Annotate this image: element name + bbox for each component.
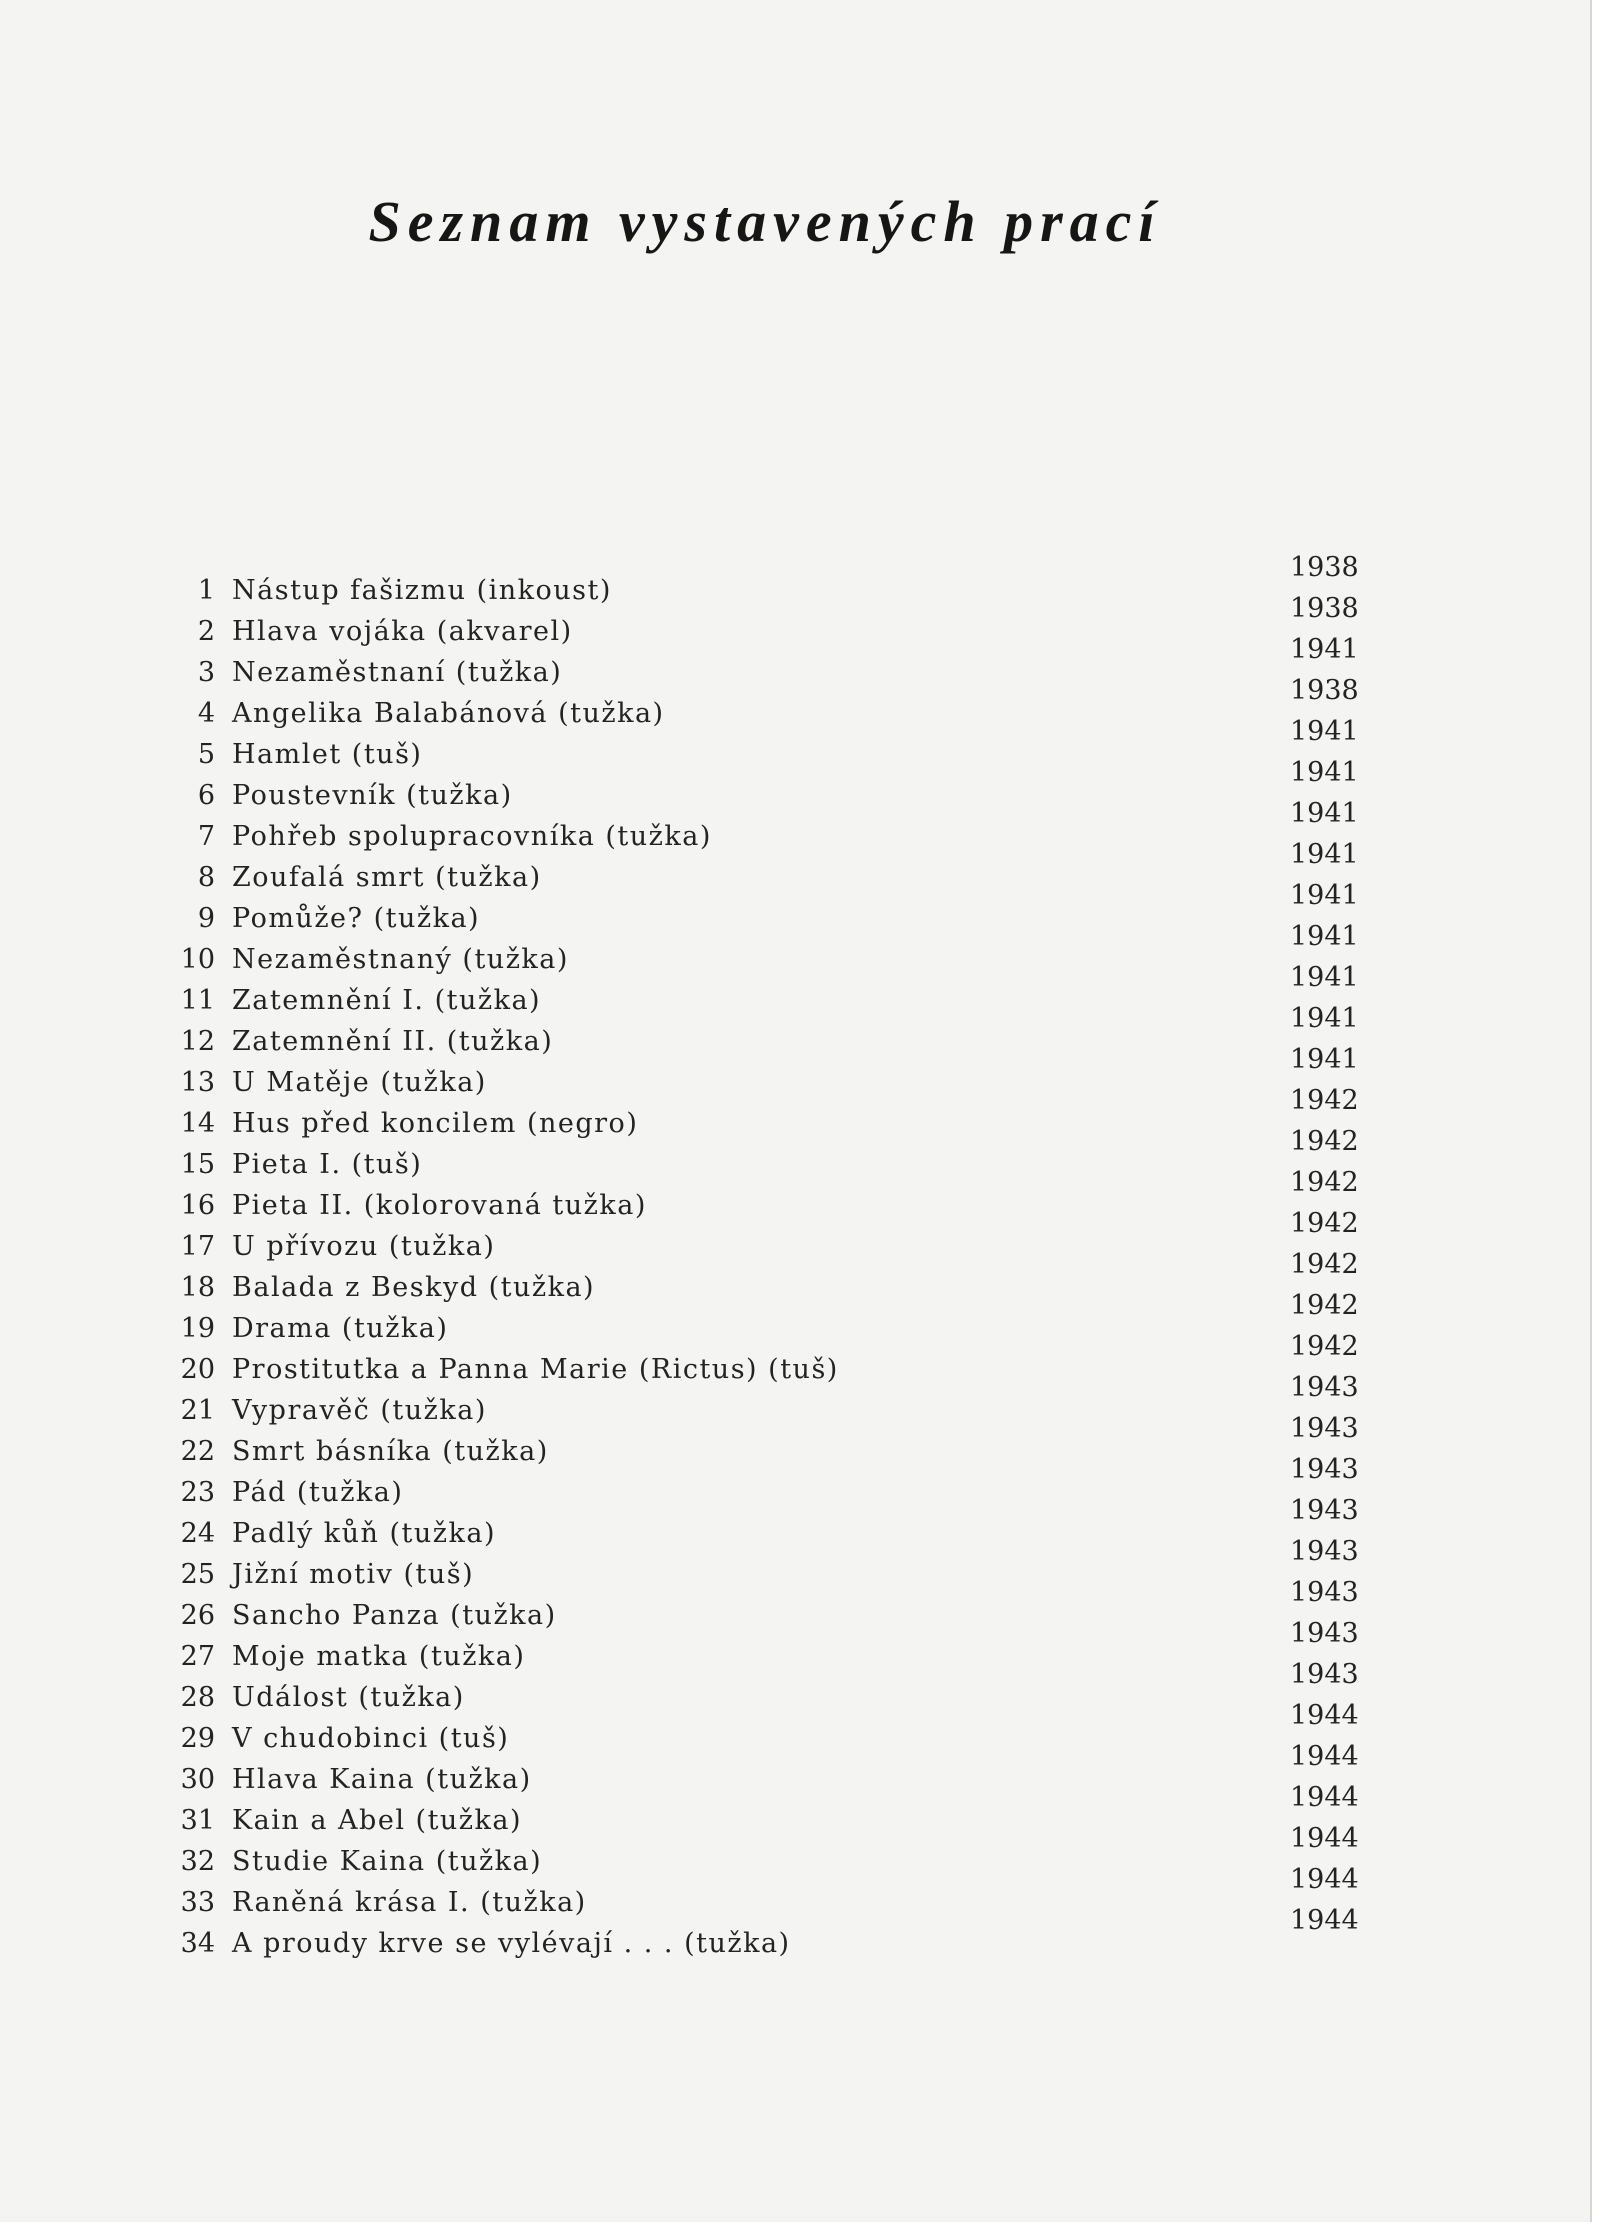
- item-year: 1938: [1290, 552, 1359, 583]
- item-year: 1942: [1290, 1249, 1359, 1280]
- item-title: Moje matka (tužka): [232, 1641, 526, 1672]
- item-year: 1942: [1290, 1290, 1359, 1321]
- item-title: Hlava vojáka (akvarel): [232, 616, 573, 647]
- item-year: 1943: [1290, 1618, 1359, 1649]
- item-title: Nezaměstnaný (tužka): [232, 944, 569, 975]
- list-item: [180, 1741, 1380, 1800]
- item-number: 33: [180, 1887, 215, 1918]
- list-item: [180, 1167, 1380, 1226]
- item-title: Studie Kaina (tužka): [232, 1846, 543, 1877]
- item-number: 31: [180, 1805, 215, 1836]
- item-number: 30: [180, 1764, 215, 1795]
- item-number: 3: [197, 657, 215, 688]
- list-item: [180, 1003, 1380, 1062]
- list-item: [180, 1085, 1380, 1144]
- page-title: Seznam vystavených prací: [368, 189, 1162, 254]
- item-number: 34: [180, 1928, 215, 1959]
- list-item: [180, 1577, 1380, 1636]
- item-number: 32: [180, 1846, 215, 1877]
- item-year: 1943: [1290, 1413, 1359, 1444]
- item-year: 1943: [1290, 1536, 1359, 1567]
- list-item: [180, 1249, 1380, 1308]
- item-title: Vypravěč (tužka): [232, 1395, 487, 1426]
- item-year: 1943: [1290, 1659, 1359, 1690]
- list-item: [180, 1864, 1380, 1923]
- item-year: 1943: [1290, 1495, 1359, 1526]
- item-year: 1942: [1290, 1126, 1359, 1157]
- item-title: Prostitutka a Panna Marie (Rictus) (tuš): [232, 1354, 839, 1385]
- item-number: 27: [180, 1641, 215, 1672]
- item-year: 1941: [1290, 716, 1359, 747]
- item-number: 17: [180, 1231, 215, 1262]
- item-title: Padlý kůň (tužka): [232, 1518, 497, 1549]
- item-year: 1941: [1290, 839, 1359, 870]
- item-year: 1942: [1290, 1331, 1359, 1362]
- list-item: [180, 1126, 1380, 1185]
- item-number: 14: [180, 1108, 215, 1139]
- list-item: [180, 716, 1380, 775]
- item-number: 19: [180, 1313, 215, 1344]
- item-number: 5: [197, 739, 215, 770]
- item-year: 1938: [1290, 593, 1359, 624]
- works-list: [180, 552, 1380, 1964]
- item-number: 4: [197, 698, 215, 729]
- item-title: V chudobinci (tuš): [232, 1723, 510, 1754]
- item-number: 29: [180, 1723, 215, 1754]
- list-item: [180, 593, 1380, 652]
- item-title: Hus před koncilem (negro): [232, 1108, 639, 1139]
- list-item: [180, 1454, 1380, 1513]
- list-item: [180, 1618, 1380, 1677]
- item-title: Pieta I. (tuš): [232, 1149, 423, 1180]
- list-item: [180, 1495, 1380, 1554]
- item-title: Kain a Abel (tužka): [232, 1805, 523, 1836]
- item-number: 28: [180, 1682, 215, 1713]
- list-item: [180, 1536, 1380, 1595]
- list-item: [180, 1905, 1380, 1964]
- item-title: Angelika Balabánová (tužka): [232, 698, 665, 729]
- item-title: Hlava Kaina (tužka): [232, 1764, 532, 1795]
- item-title: Zoufalá smrt (tužka): [232, 862, 542, 893]
- item-number: 7: [197, 821, 215, 852]
- list-item: [180, 962, 1380, 1021]
- item-title: Pieta II. (kolorovaná tužka): [232, 1190, 647, 1221]
- item-year: 1942: [1290, 1085, 1359, 1116]
- item-title: Smrt básníka (tužka): [232, 1436, 549, 1467]
- item-year: 1941: [1290, 962, 1359, 993]
- list-item: [180, 1290, 1380, 1349]
- item-year: 1941: [1290, 1003, 1359, 1034]
- item-title: U Matěje (tužka): [232, 1067, 487, 1098]
- item-year: 1941: [1290, 880, 1359, 911]
- list-item: [180, 1782, 1380, 1841]
- item-title: Pád (tužka): [232, 1477, 404, 1508]
- item-year: 1944: [1290, 1864, 1359, 1895]
- item-number: 25: [180, 1559, 215, 1590]
- item-year: 1941: [1290, 798, 1359, 829]
- item-year: 1941: [1290, 634, 1359, 665]
- item-year: 1944: [1290, 1741, 1359, 1772]
- item-year: 1943: [1290, 1577, 1359, 1608]
- item-title: A proudy krve se vylévají . . . (tužka): [232, 1928, 791, 1959]
- item-title: Nástup fašizmu (inkoust): [232, 575, 612, 606]
- item-title: Pomůže? (tužka): [232, 903, 481, 934]
- list-item: [180, 921, 1380, 980]
- item-year: 1944: [1290, 1823, 1359, 1854]
- item-year: 1944: [1290, 1782, 1359, 1813]
- list-item: [180, 634, 1380, 693]
- item-year: 1938: [1290, 675, 1359, 706]
- item-number: 16: [180, 1190, 215, 1221]
- item-number: 11: [180, 985, 215, 1016]
- list-item: [180, 839, 1380, 898]
- item-number: 22: [180, 1436, 215, 1467]
- item-year: 1943: [1290, 1372, 1359, 1403]
- item-year: 1941: [1290, 757, 1359, 788]
- item-number: 18: [180, 1272, 215, 1303]
- item-number: 21: [180, 1395, 215, 1426]
- item-title: Jižní motiv (tuš): [232, 1559, 475, 1590]
- item-year: 1941: [1290, 1044, 1359, 1075]
- list-item: [180, 1413, 1380, 1472]
- item-title: Nezaměstnaní (tužka): [232, 657, 563, 688]
- item-title: Poustevník (tužka): [232, 780, 513, 811]
- item-number: 9: [197, 903, 215, 934]
- list-item: [180, 1044, 1380, 1103]
- item-title: U přívozu (tužka): [232, 1231, 496, 1262]
- item-title: Zatemnění I. (tužka): [232, 985, 542, 1016]
- item-year: 1943: [1290, 1454, 1359, 1485]
- list-item: [180, 1659, 1380, 1718]
- item-title: Událost (tužka): [232, 1682, 465, 1713]
- item-number: 23: [180, 1477, 215, 1508]
- item-title: Hamlet (tuš): [232, 739, 423, 770]
- list-item: [180, 1331, 1380, 1390]
- item-number: 26: [180, 1600, 215, 1631]
- item-year: 1941: [1290, 921, 1359, 952]
- item-year: 1944: [1290, 1700, 1359, 1731]
- item-title: Drama (tužka): [232, 1313, 449, 1344]
- list-item: [180, 757, 1380, 816]
- item-number: 10: [180, 944, 215, 975]
- item-number: 8: [197, 862, 215, 893]
- item-number: 6: [197, 780, 215, 811]
- list-item: [180, 1823, 1380, 1882]
- item-title: Balada z Beskyd (tužka): [232, 1272, 596, 1303]
- list-item: [180, 552, 1380, 611]
- item-number: 20: [180, 1354, 215, 1385]
- item-number: 2: [197, 616, 215, 647]
- list-item: [180, 798, 1380, 857]
- item-year: 1942: [1290, 1208, 1359, 1239]
- list-item: [180, 1208, 1380, 1267]
- item-year: 1944: [1290, 1905, 1359, 1936]
- item-number: 1: [197, 575, 215, 606]
- list-item: [180, 1372, 1380, 1431]
- item-title: Sancho Panza (tužka): [232, 1600, 557, 1631]
- item-number: 12: [180, 1026, 215, 1057]
- item-number: 13: [180, 1067, 215, 1098]
- list-item: [180, 675, 1380, 734]
- item-title: Zatemnění II. (tužka): [232, 1026, 554, 1057]
- list-item: [180, 1700, 1380, 1759]
- item-title: Raněná krása I. (tužka): [232, 1887, 587, 1918]
- item-title: Pohřeb spolupracovníka (tužka): [232, 821, 712, 852]
- list-item: [180, 880, 1380, 939]
- item-number: 15: [180, 1149, 215, 1180]
- item-year: 1942: [1290, 1167, 1359, 1198]
- item-number: 24: [180, 1518, 215, 1549]
